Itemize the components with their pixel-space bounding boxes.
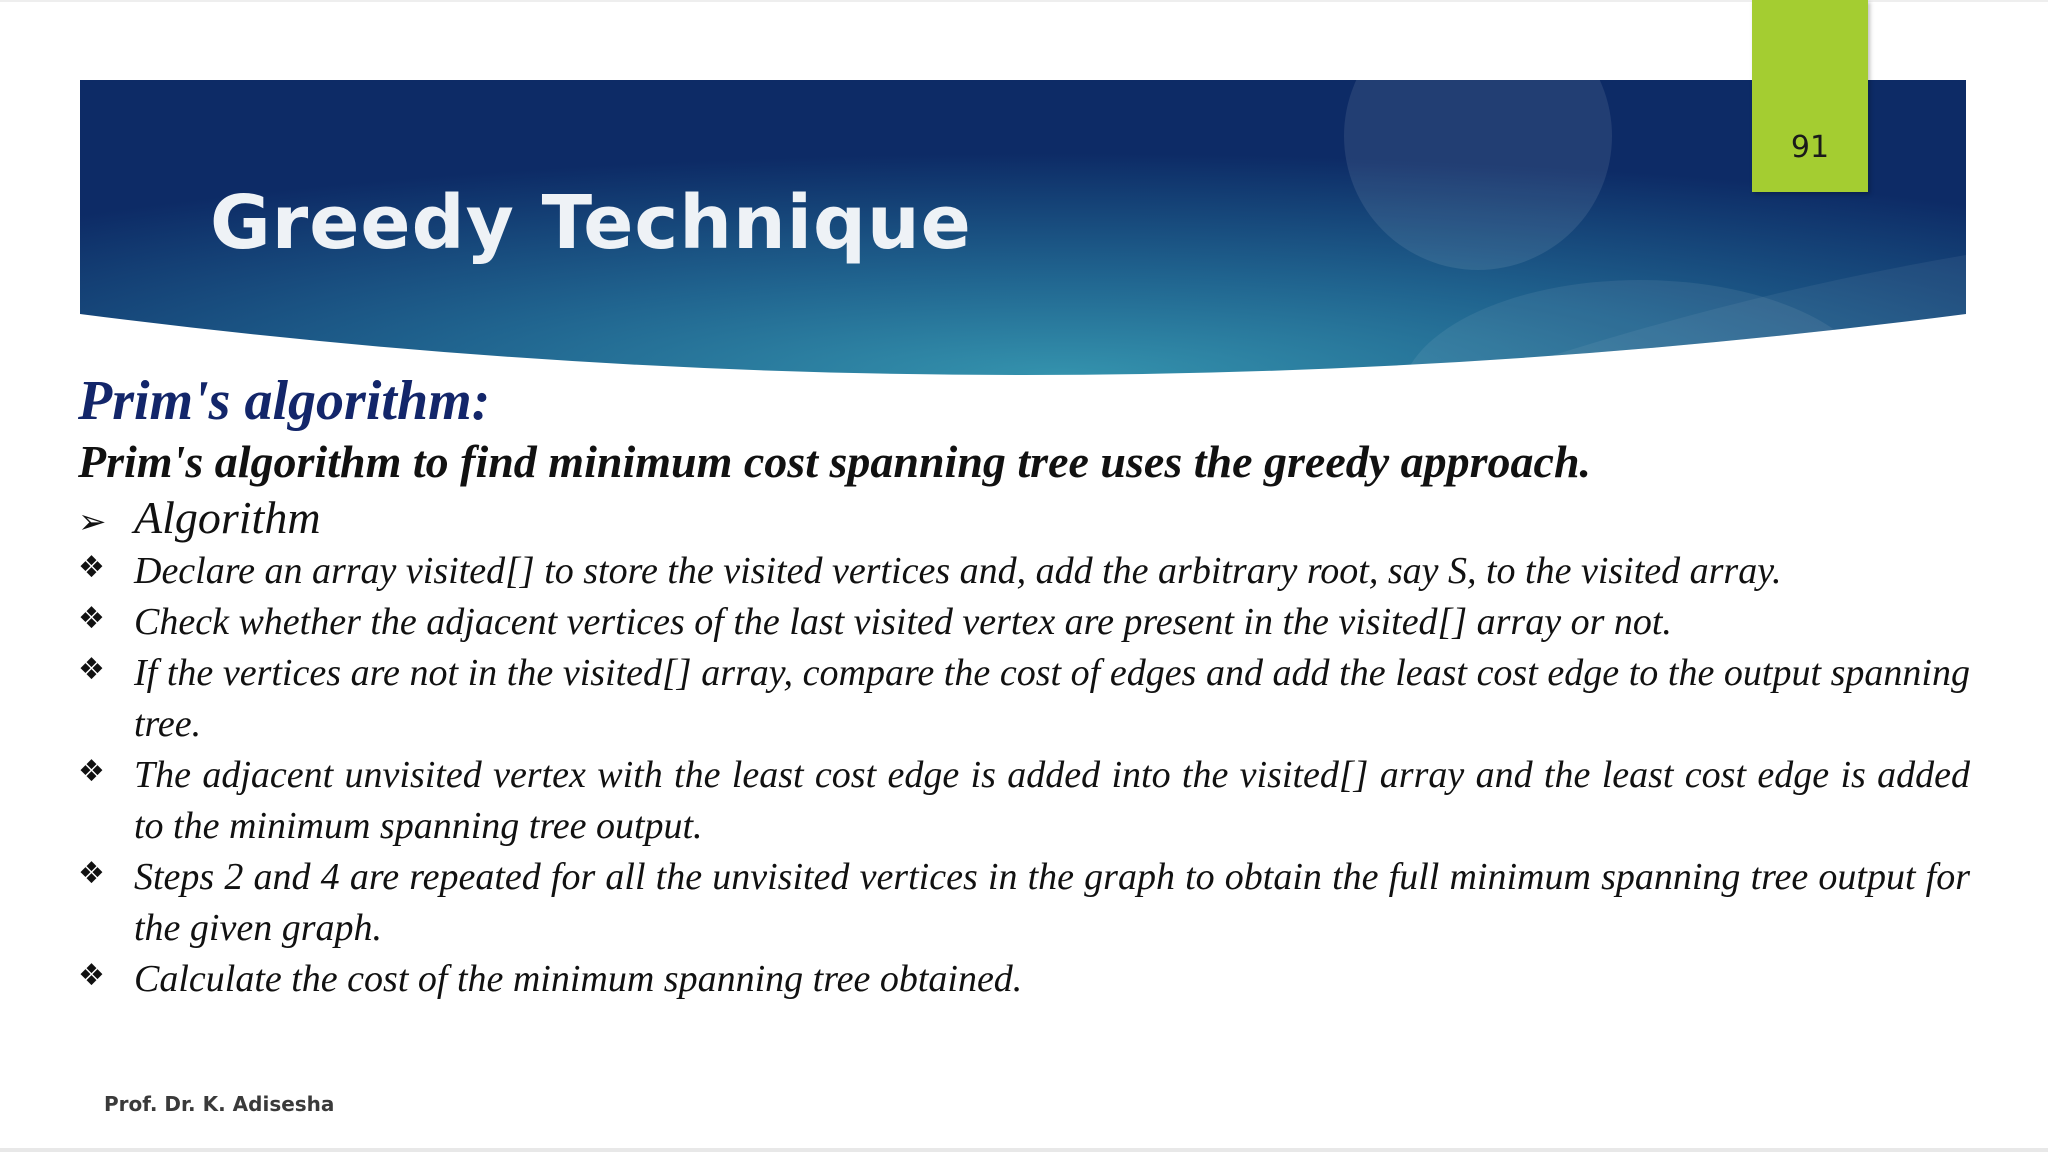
step-text: Check whether the adjacent vertices of the last visited vertex are present in the visited[] array or not. [134,601,1672,643]
right-arrowhead-icon: ➢ [78,502,107,542]
list-item-label: Algorithm [134,492,321,543]
four-diamond-icon: ❖ [78,601,105,636]
bottom-rule [0,1148,2048,1152]
list-item [78,648,1970,750]
section-heading: Prim's algorithm: [78,370,491,432]
footer-author: Prof. Dr. K. Adisesha [104,1092,335,1116]
list-item [78,750,1970,852]
section-subheading: Prim's algorithm to find minimum cost spanning tree uses the greedy approach. [78,436,1592,487]
list-item [78,852,1970,954]
list-item [78,546,1970,597]
four-diamond-icon: ❖ [78,958,105,993]
four-diamond-icon: ❖ [78,652,105,687]
page-number: 91 [1790,130,1830,165]
step-text: If the vertices are not in the visited[] array, compare the cost of edges and add the least cost edge to the output spanning tree. [134,652,1970,745]
step-text: Steps 2 and 4 are repeated for all the unvisited vertices in the graph to obtain the full minimum spanning tree output for the given graph. [134,856,1970,949]
step-text: The adjacent unvisited vertex with the least cost edge is added into the visited[] array and the least cost edge is added to the minimum spanning tree output. [134,754,1970,847]
list-item [78,954,1970,1005]
four-diamond-icon: ❖ [78,550,105,585]
slide-content [78,368,1970,1005]
four-diamond-icon: ❖ [78,754,105,789]
step-text: Declare an array visited[] to store the visited vertices and, add the arbitrary root, say S, to the visited array. [134,550,1782,592]
slide-title: Greedy Technique [210,180,972,266]
step-text: Calculate the cost of the minimum spanning tree obtained. [134,958,1023,1000]
four-diamond-icon: ❖ [78,856,105,891]
list-item-algorithm [78,490,1970,546]
algorithm-list [78,490,1970,1005]
list-item [78,597,1970,648]
